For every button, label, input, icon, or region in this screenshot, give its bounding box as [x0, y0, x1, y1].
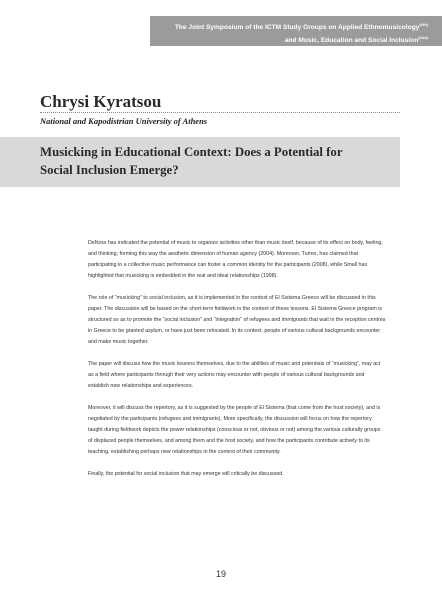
abstract-paragraph: The paper will discuss how the music lessons themselves, due to the abilities of music and potentials of “musicking”, may act as a field where participants through their very actions may encounter with people of various cultural backgrounds and establish new relationships and experiences. [88, 361, 381, 389]
author-name: Chrysi Kyratsou [40, 92, 162, 111]
title-band [0, 137, 400, 187]
symposium-header [175, 20, 428, 46]
dotted-divider [40, 112, 400, 113]
page-number: 19 [215, 569, 226, 579]
abstract-body [88, 238, 386, 491]
header-band [150, 16, 442, 46]
abstract-paragraph: The role of “musicking” to social inclusion, as it is implemented in the context of El Sistema Greece will be discussed in this paper. The discussion will be based on the short-term fieldwork in the context of these lessons. El Sistema Greece program is structured so as to promote the “social inclusion” and “integration” of refugees and immigrants that wait in the reception centres in Greece to be granted asylum, or have just been relocated. In its context, people of various cultural backgrounds encounter and make music together. [88, 295, 386, 345]
paper-title: Musicking in Educational Context: Does a Potential for Social Inclusion Emerge? [40, 145, 343, 177]
header-line-2: and Music, Education and Social Inclusion$^{(2nd)}$ [284, 35, 428, 45]
abstract-paragraph: Finally, the potential for social inclusion that may emerge will critically be discussed. [88, 471, 284, 477]
header-line-1: The Joint Symposium of the ICTM Study Groups on Applied Ethnomusicology$^{(6th)}$ [174, 22, 428, 32]
author-affiliation: National and Kapodistrian University of Athens [40, 116, 208, 126]
abstract-paragraph: DeNora has indicated the potential of music to organize activities other than music itself, because of its effect on body, feeling, and thinking, forming this way the aesthetic dimension of human agency (2004). Moreover, Turino, has claimed that participating in a collective music performance can foster a common identity for the participants (2008), while Small has highlighted that musicking is embedded in the real and ideal relationships (1998). [88, 240, 383, 279]
abstract-paragraph: Moreover, it will discuss the repertory, as it is suggested by the people of El Sistema (that come from the host society), and is negotiated by the participants (refugees and immigrants). More specifically, the discussion will focus on how the repertory taught during fieldwork depicts the power relationships (conscious or not, obvious or not) among the various culturally groups of displaced people themselves, and among them and the host society, and how the participants contribute actively to its teaching, establishing perhaps new relationships in the context of their community. [88, 405, 381, 455]
